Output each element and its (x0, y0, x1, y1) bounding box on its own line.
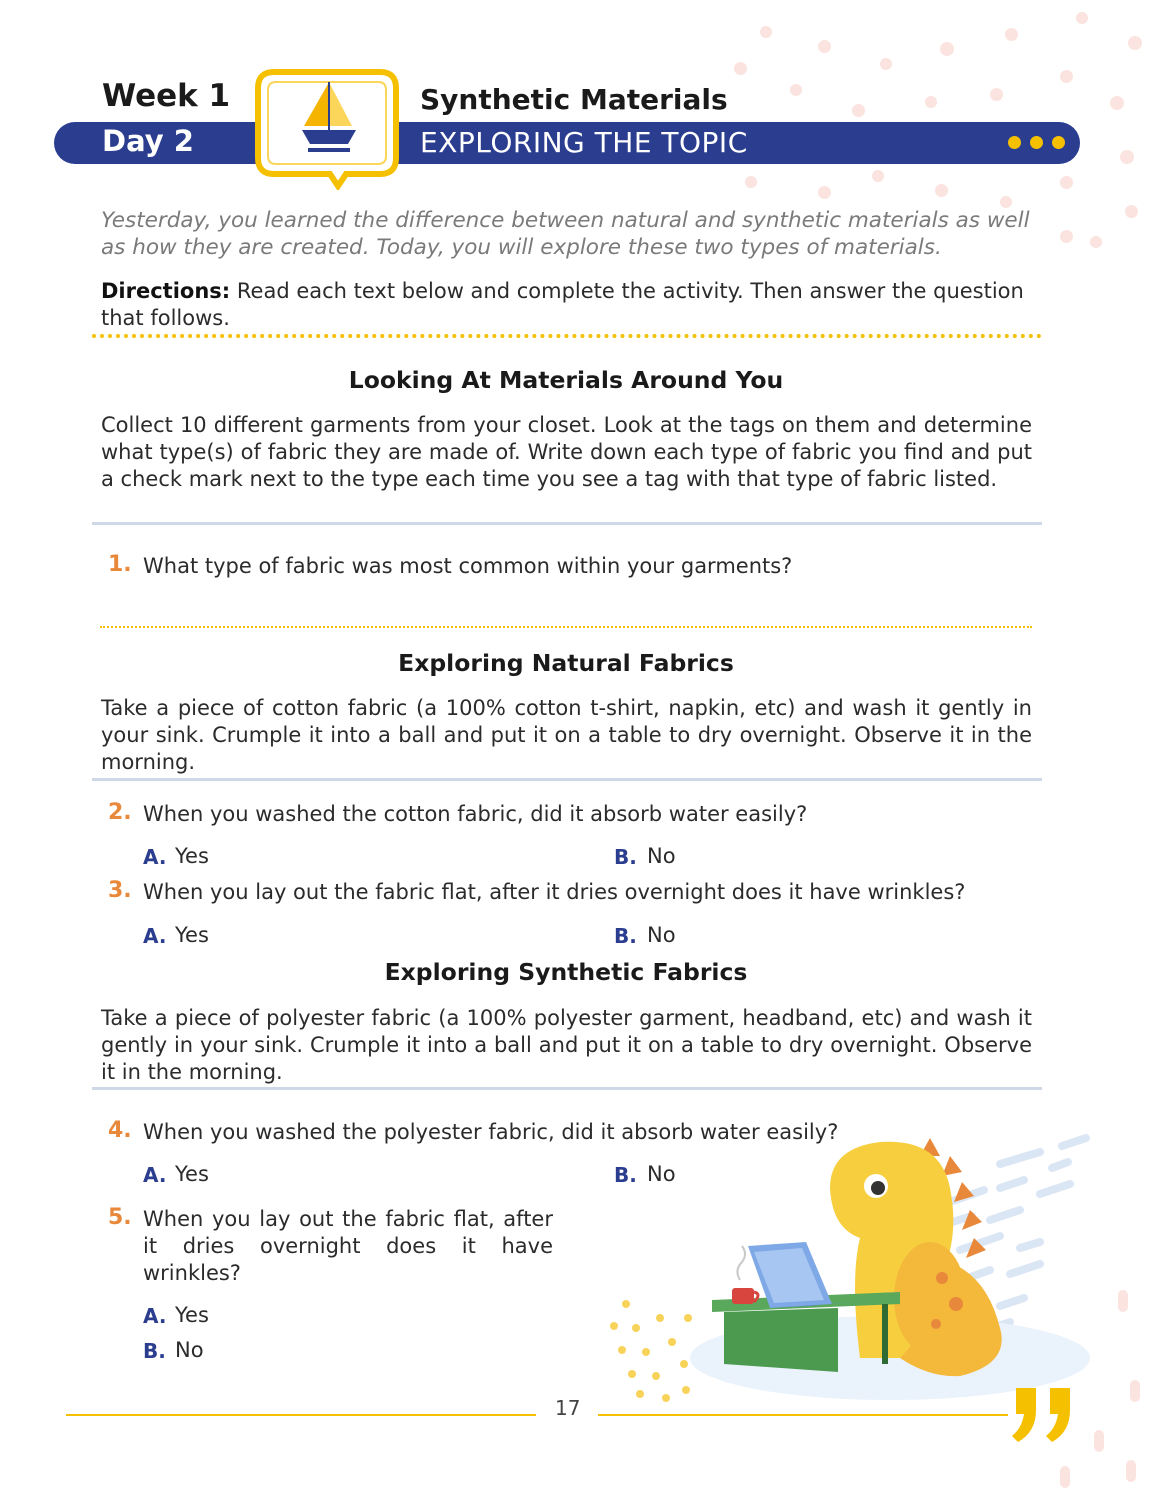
option-b[interactable]: No (647, 923, 676, 947)
option-label: A. (143, 1163, 167, 1187)
week-label: Week 1 (102, 78, 231, 114)
answer-line[interactable] (100, 626, 1032, 628)
question-number: 2. (108, 800, 132, 825)
option-label: A. (143, 845, 167, 869)
question-number: 5. (108, 1205, 132, 1230)
question-text: When you lay out the fabric flat, after it dries overnight does it have wrinkles? (143, 1207, 553, 1285)
question-text: When you washed the polyester fabric, did it absorb water easily? (143, 1120, 839, 1144)
day-label: Day 2 (102, 124, 194, 158)
option-b[interactable]: No (647, 1162, 676, 1186)
section-heading: Exploring Natural Fabrics (398, 649, 734, 677)
question-text: When you washed the cotton fabric, did it absorb water easily? (143, 802, 808, 826)
section-heading: Looking At Materials Around You (348, 366, 784, 394)
directions-label: Directions: (101, 279, 231, 303)
section-text: Take a piece of cotton fabric (a 100% cotton t-shirt, napkin, etc) and wash it gently in your sink. Crumple it into a ball and put it on a table to dry overnight. Observe it in the morning. (101, 696, 1032, 774)
option-label: A. (143, 924, 167, 948)
section-text: Take a piece of polyester fabric (a 100% polyester garment, headband, etc) and wash it gently in your sink. Crumple it into a ball and put it on a table to dry overnight. Observe it in the morning. (101, 1006, 1032, 1084)
question-text: When you lay out the fabric flat, after it dries overnight does it have wrinkles? (143, 880, 966, 904)
subtopic-title: EXPLORING THE TOPIC (420, 126, 748, 159)
directions-text: Read each text below and complete the activity. Then answer the question that follows. (101, 279, 1024, 330)
page-number: 17 (555, 1396, 581, 1420)
directions (101, 278, 1036, 332)
question-number: 4. (108, 1118, 132, 1143)
option-label: B. (143, 1339, 166, 1363)
option-label: B. (614, 924, 637, 948)
quote-mark-icon (1006, 1382, 1082, 1446)
option-label: B. (614, 1163, 637, 1187)
section-text: Collect 10 different garments from your closet. Look at the tags on them and determine what type(s) of fabric they are made of. Write down each type of fabric you find and put a check mark next to the type each time you see a tag with that type of fabric listed. (101, 413, 1032, 491)
option-a[interactable]: Yes (175, 1162, 209, 1186)
question-text: What type of fabric was most common within your garments? (143, 554, 793, 578)
intro-text: Yesterday, you learned the difference between natural and synthetic materials as well as how they are created. Today, you will explore these two types of materials. (101, 208, 1030, 260)
divider-dotted (92, 334, 1042, 338)
option-a[interactable]: Yes (175, 844, 209, 868)
option-label: B. (614, 845, 637, 869)
section-rule (92, 1087, 1042, 1090)
section-rule (92, 778, 1042, 781)
option-a[interactable]: Yes (175, 1303, 209, 1327)
question-number: 3. (108, 878, 132, 903)
section-rule (92, 522, 1042, 525)
section-heading: Exploring Synthetic Fabrics (384, 958, 748, 986)
question-number: 1. (108, 552, 132, 577)
option-label: A. (143, 1304, 167, 1328)
footer-line-left (66, 1414, 536, 1416)
option-a[interactable]: Yes (175, 923, 209, 947)
option-b[interactable]: No (647, 844, 676, 868)
topic-title: Synthetic Materials (420, 83, 728, 116)
sailboat-icon (252, 66, 402, 190)
option-b[interactable]: No (175, 1338, 204, 1362)
footer-line-right (598, 1414, 1008, 1416)
